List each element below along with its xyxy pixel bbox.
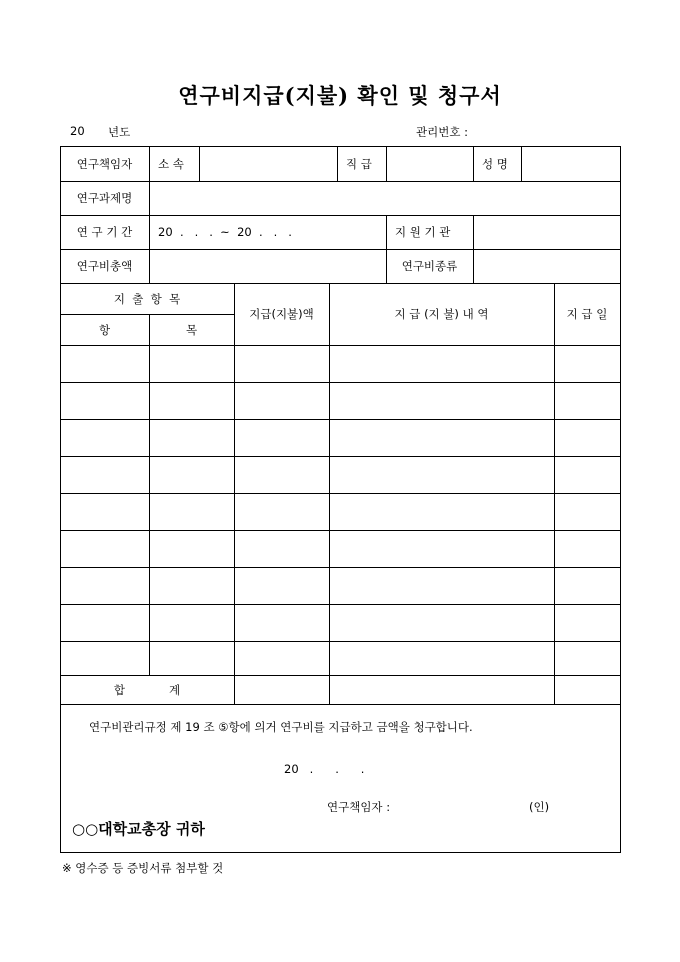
position-field[interactable] [387,147,472,180]
total-label-1: 합 [113,682,125,697]
document-title: 연구비지급(지불) 확인 및 청구서 [178,83,502,108]
details-header: 지 급 (지 불) 내 역 [394,307,489,321]
budget-type-label: 연구비종류 [401,259,458,273]
project-name-field[interactable] [150,182,619,214]
total-budget-label: 연구비총액 [76,259,133,273]
date-header: 지 급 일 [566,307,608,321]
affiliation-label: 소 속 [158,156,184,171]
claim-statement: 연구비관리규정 제 19 조 ⑤항에 의거 연구비를 지급하고 금액을 청구합니다. [89,720,473,734]
researcher-label: 연구책임자 [76,156,133,171]
total-label-2: 계 [169,682,181,697]
name-field[interactable] [522,147,619,180]
total-budget-field[interactable] [150,250,385,282]
item-header: 항 [98,322,111,337]
addressee: ○○대학교총장 귀하 [72,820,205,838]
footnote: ※ 영수증 등 증빙서류 첨부할 것 [62,861,224,875]
total-row-label [60,675,234,704]
period-label: 연 구 기 간 [76,225,133,239]
expense-item-header: 지 출 항 목 [113,291,181,306]
affiliation-field[interactable] [200,147,336,180]
year-label: 20 [70,124,85,138]
budget-type-field[interactable] [474,250,619,282]
position-label: 직 급 [346,156,372,171]
subitem-header: 목 [185,322,198,337]
seal-mark: (인) [529,800,550,814]
funding-agency-field[interactable] [474,216,619,248]
management-number-label: 관리번호 : [416,125,468,139]
period-field[interactable]: 20 . . . ~ 20 . . . [158,225,292,239]
signer-label: 연구책임자 : [327,800,391,814]
project-name-label: 연구과제명 [76,191,133,205]
name-label: 성 명 [482,156,508,171]
funding-agency-label: 지 원 기 관 [395,225,451,239]
claim-date-line: 20 . . . [284,762,365,776]
amount-header: 지급(지불)액 [249,307,314,321]
year-suffix: 년도 [108,125,131,139]
